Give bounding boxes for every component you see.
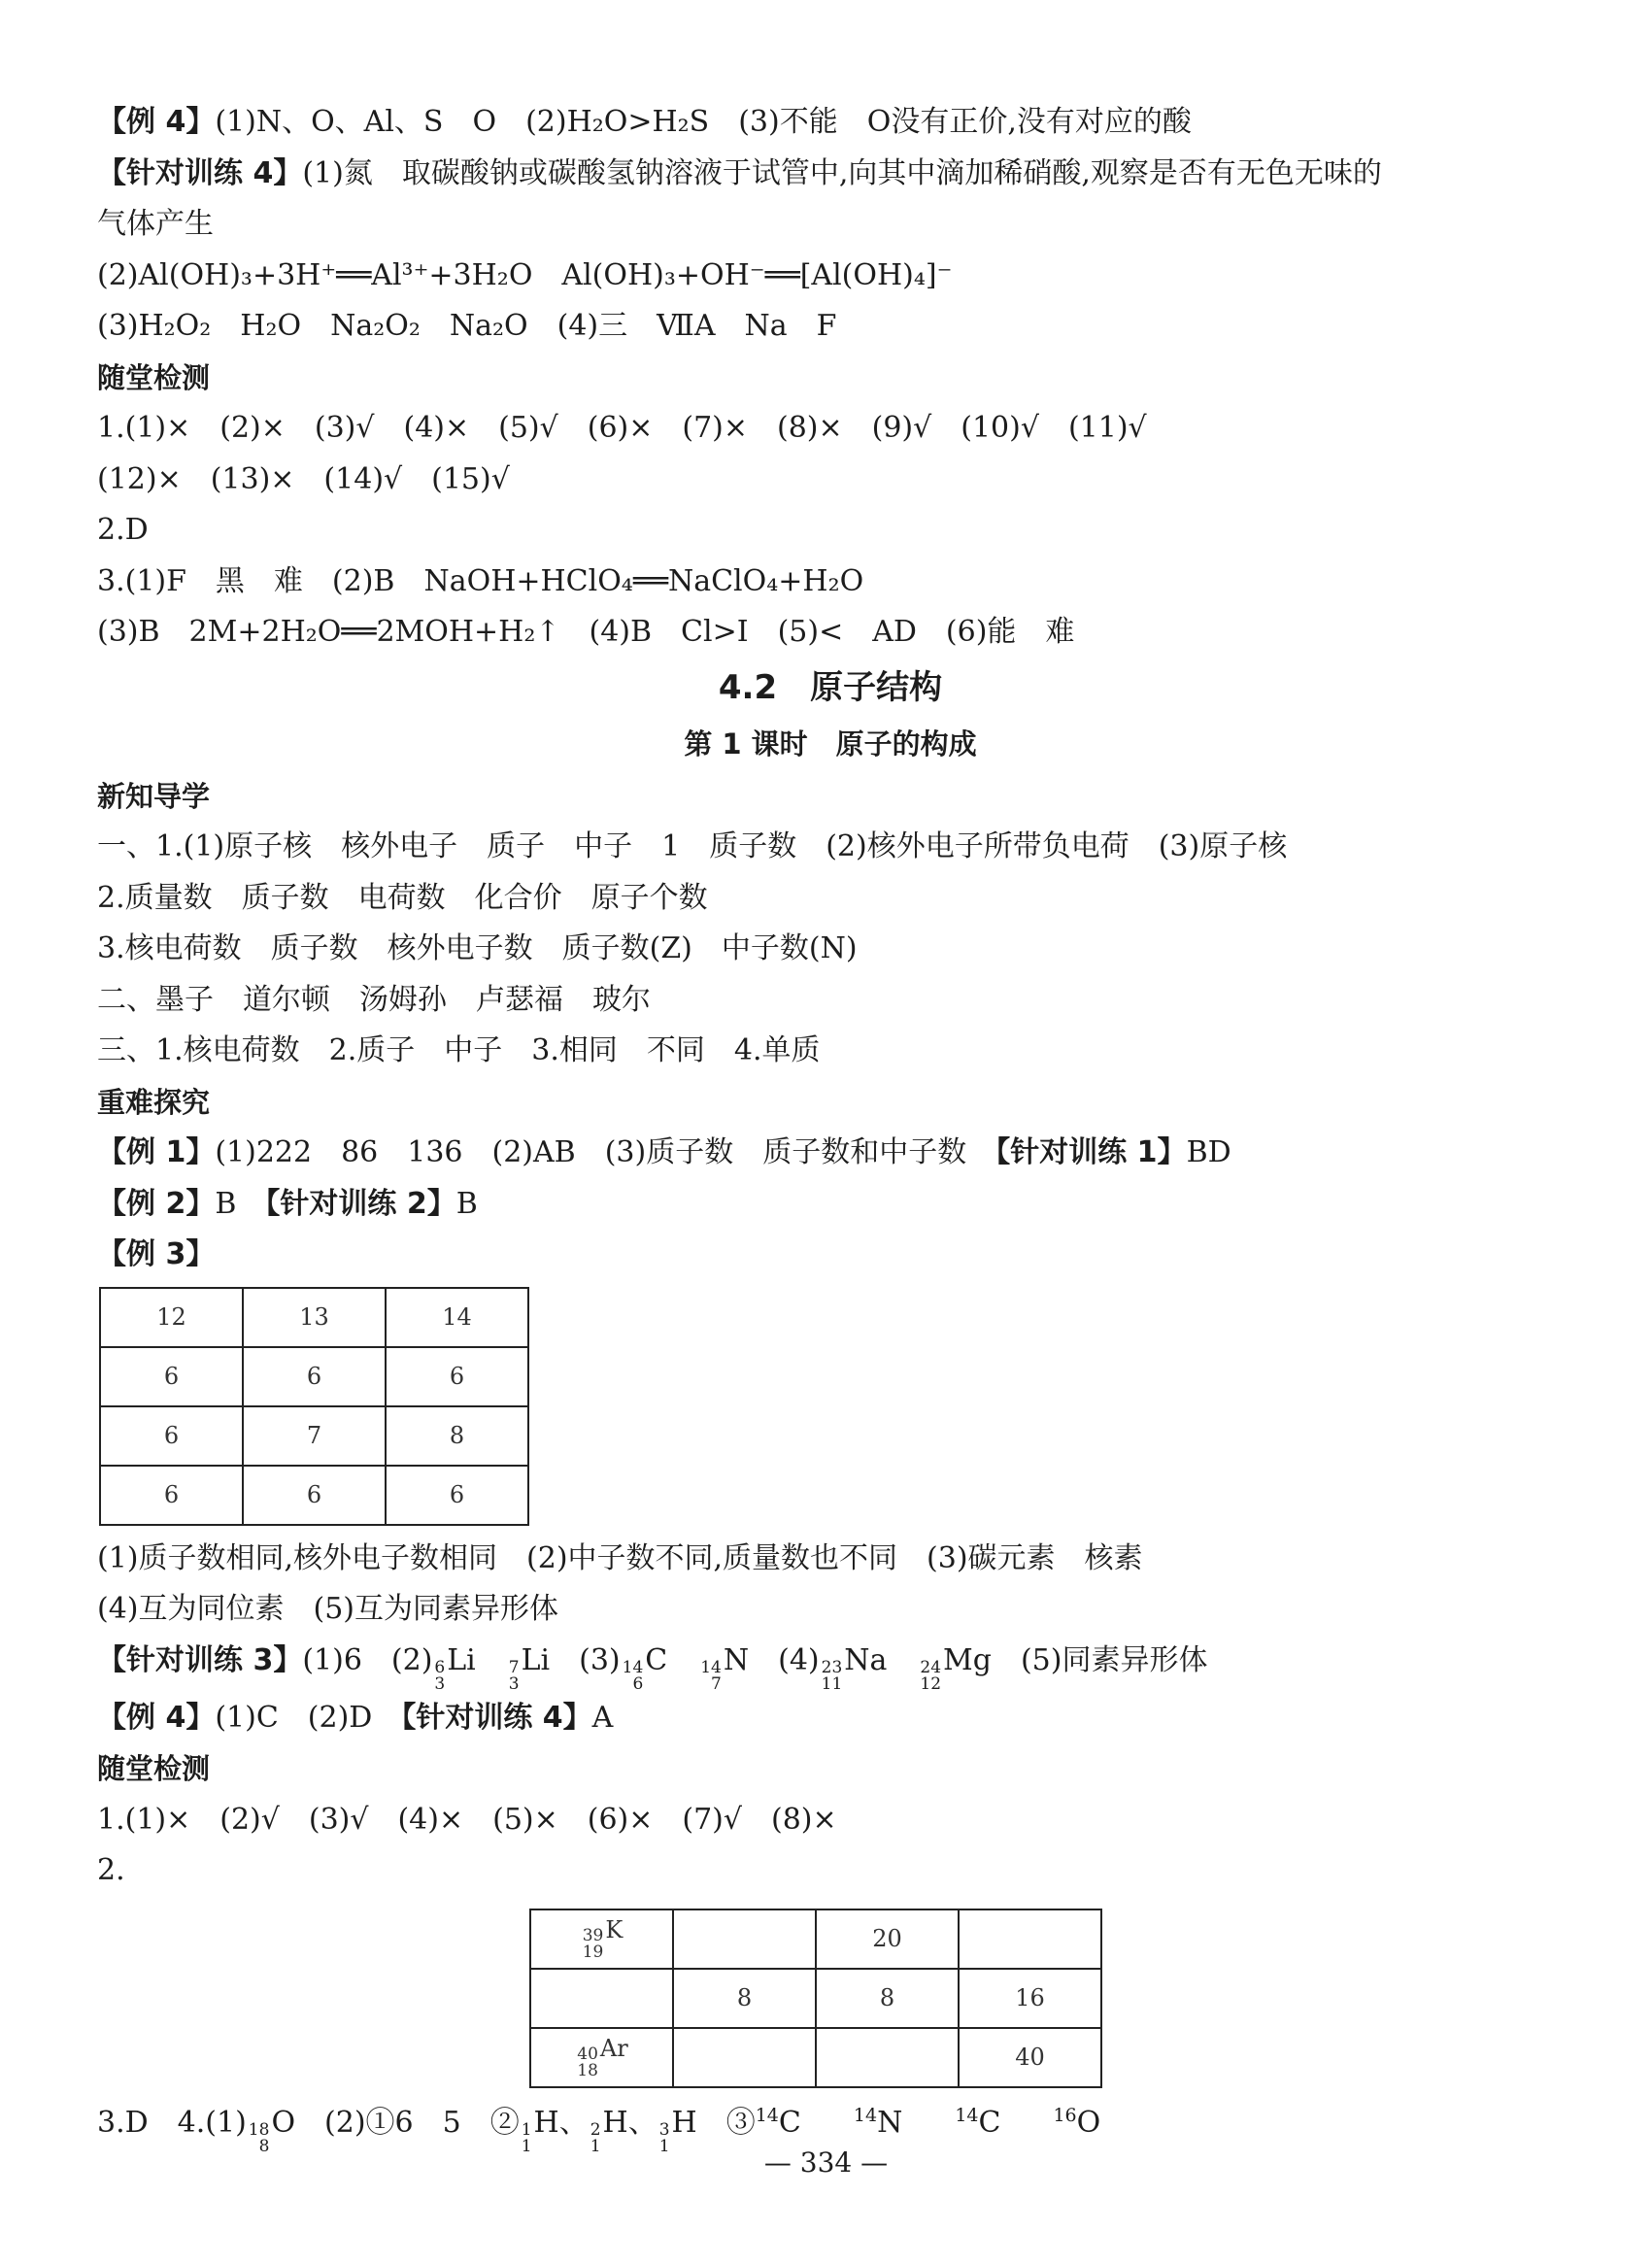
section-heading: 4.2 原子结构 [718, 667, 943, 707]
table-row: 40 18 Ar 40 [530, 2028, 1101, 2087]
line-example-3-answer-b: (4)互为同位素 (5)互为同素异形体 [97, 1592, 558, 1626]
line-example-2: 【例 2】B 【针对训练 2】B [97, 1186, 478, 1221]
example-text: (1)N、O、Al、S O (2)H₂O>H₂S (3)不能 O没有正价,没有对应的酸 [215, 105, 1192, 139]
section-title-key-points: 重难探究 [97, 1085, 211, 1119]
isotope-h3: 3 1 H [658, 2105, 697, 2156]
isotope-n14: 14 7 N [700, 1642, 750, 1694]
line-training-4 [97, 149, 1564, 200]
example-3-table [99, 1287, 529, 1526]
table-row: 39 19 K 20 [530, 1909, 1101, 1969]
knowledge-line: 二、墨子 道尔顿 汤姆孙 卢瑟福 玻尔 [97, 982, 651, 1017]
line-check-1: 1.(1)× (2)× (3)√ (4)× (5)√ (6)× (7)× (8)× (9)√ (10)√ (11)√ [97, 411, 1147, 445]
knowledge-line: 一、1.(1)原子核 核外电子 质子 中子 1 质子数 (2)核外电子所带负电荷 (3)原子核 [97, 829, 1288, 863]
isotope-c14: 14 6 C [622, 1642, 668, 1694]
table-row: 12 13 14 [100, 1288, 528, 1347]
lesson-heading: 第 1 课时 原子的构成 [684, 727, 977, 760]
isotope-o18: 18 8 O [248, 2105, 296, 2156]
line-check-3b: (3)B 2M+2H₂O══2MOH+H₂↑ (4)B Cl>I (5)< AD (6)能 难 [97, 615, 1075, 649]
section-title-check: 随堂检测 [97, 360, 211, 394]
knowledge-line: 三、1.核电荷数 2.质子 中子 3.相同 不同 4.单质 [97, 1033, 821, 1067]
line-continuation: 气体产生 [97, 207, 214, 241]
table-row: 8 8 16 [530, 1969, 1101, 2028]
line-check-1b: (12)× (13)× (14)√ (15)√ [97, 461, 510, 496]
line-check-2: 2.D [97, 513, 149, 547]
isotope-li6: 6 3 Li [434, 1642, 476, 1694]
section-title-check-2: 随堂检测 [97, 1752, 211, 1785]
table-row: 6 7 8 [100, 1406, 528, 1466]
line-example-1: 【例 1】(1)222 86 136 (2)AB (3)质子数 质子数和中子数 【针对训练 1】BD [97, 1135, 1231, 1169]
line-example-4b: 【例 4】(1)C (2)D 【针对训练 4】A [97, 1700, 614, 1735]
training-text: (1)氮 取碳酸钠或碳酸氢钠溶液于试管中,向其中滴加稀硝酸,观察是否有无色无味的 [302, 155, 1382, 190]
isotope-k39: 39 19 K [582, 1916, 624, 1962]
answer-page [97, 97, 1564, 2155]
example-label: 【例 4】 [97, 105, 216, 139]
line-check-3: 3.(1)F 黑 难 (2)B NaOH+HClO₄══NaClO₄+H₂O [97, 563, 864, 598]
line-training-3: 【针对训练 3】(1)6 (2) 6 3 Li 7 3 Li (3) 14 6 C 14 7 N (4) 23 11 Na 24 12 Mg (5)同素异形体 [97, 1636, 1564, 1693]
training-label: 【针对训练 4】 [97, 155, 303, 190]
knowledge-line: 2.质量数 质子数 电荷数 化合价 原子个数 [97, 880, 708, 915]
page-number: — 334 — [763, 2146, 889, 2179]
isotope-ar40: 40 18 Ar [577, 2035, 628, 2080]
isotope-h2: 2 1 H [590, 2105, 628, 2156]
knowledge-line: 3.核电荷数 质子数 核外电子数 质子数(Z) 中子数(N) [97, 931, 858, 965]
line-check2-1: 1.(1)× (2)√ (3)√ (4)× (5)× (6)× (7)√ (8)× [97, 1802, 837, 1837]
line-equations: (2)Al(OH)₃+3H⁺══Al³⁺+3H₂O Al(OH)₃+OH⁻══[Al(OH)₄]⁻ [97, 257, 953, 292]
line-example-3: 【例 3】 [97, 1237, 216, 1271]
isotope-h1: 1 1 H [521, 2105, 559, 2156]
line-example-3-answer: (1)质子数相同,核外电子数相同 (2)中子数不同,质量数也不同 (3)碳元素 核素 [97, 1540, 1143, 1575]
line-answer-3-4: (3)H₂O₂ H₂O Na₂O₂ Na₂O (4)三 ⅦA Na F [97, 309, 837, 343]
isotope-li7: 7 3 Li [508, 1642, 551, 1694]
table-row: 6 6 6 [100, 1466, 528, 1525]
line-check2-3-4: 3.D 4.(1) 18 8 O (2)①6 5 ② 1 1 H、 2 1 H、 3 1 H ③$^{14}$C $^{14}$N $^{14}$C $^{16}$O [97, 2098, 1564, 2155]
table-row: 6 6 6 [100, 1347, 528, 1406]
line-check2-2: 2. [97, 1853, 125, 1887]
check-2-table [529, 1909, 1102, 2088]
section-title-new-knowledge: 新知导学 [97, 779, 211, 813]
isotope-na23: 23 11 Na [821, 1642, 888, 1694]
line-example-4 [97, 97, 1564, 149]
isotope-mg24: 24 12 Mg [920, 1642, 992, 1694]
